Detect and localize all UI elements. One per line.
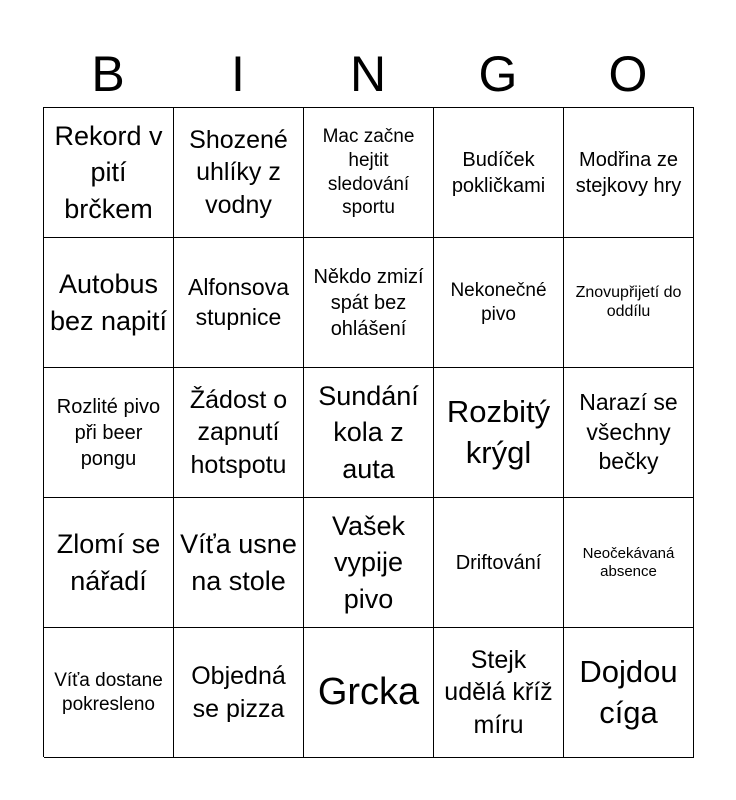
cell-text: Víťa usne na stole	[180, 529, 297, 596]
bingo-cell[interactable]	[564, 628, 694, 758]
bingo-cell[interactable]	[434, 108, 564, 238]
bingo-cell[interactable]	[304, 368, 434, 498]
header-letter-n: N	[349, 46, 387, 102]
cell-text: Shozené uhlíky z vodny	[189, 125, 288, 219]
bingo-cell[interactable]	[304, 238, 434, 368]
header-letter-b: B	[91, 46, 125, 102]
bingo-cell[interactable]	[434, 368, 564, 498]
bingo-cell[interactable]	[564, 238, 694, 368]
bingo-cell[interactable]	[304, 498, 434, 628]
cell-text: Nekonečné pivo	[450, 279, 547, 325]
bingo-cell[interactable]	[564, 498, 694, 628]
cell-text: Žádost o zapnutí hotspotu	[189, 385, 288, 479]
cell-text: Alfonsova stupnice	[187, 273, 289, 330]
bingo-cell[interactable]	[174, 238, 304, 368]
cell-text: Rozbitý krýgl	[446, 394, 551, 470]
cell-text: Neočekávaná absence	[582, 544, 675, 580]
bingo-cell[interactable]	[174, 498, 304, 628]
cell-text: Stejk udělá kříž míru	[444, 645, 553, 739]
bingo-cell[interactable]	[44, 368, 174, 498]
bingo-cell[interactable]	[564, 108, 694, 238]
cell-text: Mac začne hejtit sledování sportu	[322, 126, 415, 219]
cell-text: Zlomí se nářadí	[56, 529, 161, 596]
bingo-cell[interactable]	[44, 498, 174, 628]
cell-text: Dojdou cíga	[579, 654, 678, 730]
cell-text: Víťa dostane pokresleno	[54, 669, 163, 715]
cell-text: Driftování	[455, 551, 542, 574]
cell-text: Znovupřijetí do oddílu	[575, 284, 682, 320]
header-letter-i: I	[231, 46, 245, 102]
bingo-cell[interactable]	[174, 108, 304, 238]
bingo-cell[interactable]	[434, 498, 564, 628]
cell-text: Sundání kola z auta	[318, 380, 419, 484]
bingo-cell[interactable]	[304, 628, 434, 758]
cell-text: Modřina ze stejkovy hry	[575, 148, 682, 197]
cell-text: Objedná se pizza	[191, 662, 286, 723]
cell-text: Někdo zmizí spát bez ohlášení	[313, 265, 424, 340]
bingo-header	[43, 40, 693, 108]
bingo-board	[43, 107, 694, 757]
header-letter-g: G	[478, 46, 518, 102]
bingo-cell[interactable]	[434, 628, 564, 758]
cell-text: Autobus bez napití	[49, 269, 168, 336]
cell-text: Vašek vypije pivo	[331, 510, 406, 614]
cell-text: Rozlité pivo při beer pongu	[56, 395, 161, 470]
bingo-cell[interactable]	[304, 108, 434, 238]
bingo-cell[interactable]	[174, 368, 304, 498]
bingo-cell[interactable]	[564, 368, 694, 498]
bingo-cell[interactable]	[44, 628, 174, 758]
bingo-cell[interactable]	[44, 108, 174, 238]
bingo-cell[interactable]	[174, 628, 304, 758]
cell-text: Narazí se všechny bečky	[579, 388, 678, 475]
cell-text: Rekord v pití brčkem	[54, 120, 163, 224]
cell-text: Grcka	[317, 670, 420, 713]
bingo-cell[interactable]	[44, 238, 174, 368]
bingo-cell[interactable]	[434, 238, 564, 368]
cell-text: Budíček pokličkami	[451, 148, 546, 197]
header-letter-o: O	[608, 46, 648, 102]
